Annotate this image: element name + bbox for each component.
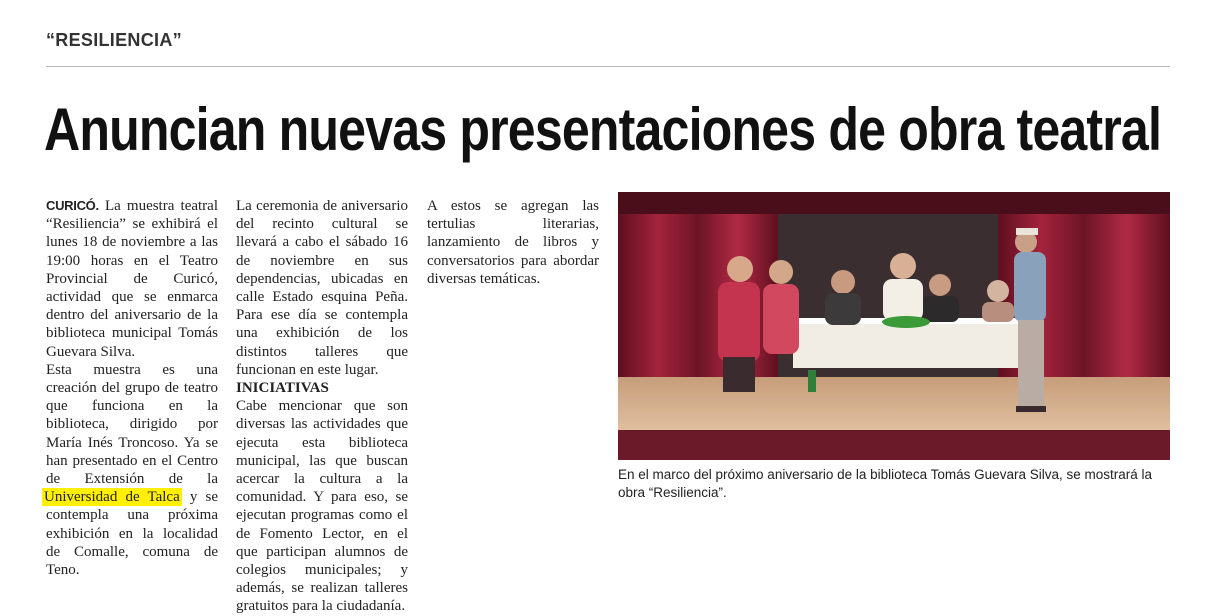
article-column-2 xyxy=(236,197,408,616)
paragraph-1 xyxy=(46,197,218,361)
paragraph-4: Cabe mencionar que son diversas las actividades que ejecuta esta biblioteca municipal, las que buscan acercar la cultura a la comunidad. Y para eso, se ejecutan programas como el de Fomento Lector, en el que participan alumnos de colegios municipales; y además, se realizan talleres gratuitos para la ciudadanía. xyxy=(236,398,408,615)
paragraph-2 xyxy=(46,361,218,579)
article-column-3 xyxy=(427,197,599,288)
article-headline: Anuncian nuevas presentaciones de obra teatral xyxy=(44,96,1162,163)
section-subhead: INICIATIVAS xyxy=(236,380,329,397)
dateline: CURICÓ. xyxy=(46,198,99,213)
stage-photo xyxy=(618,192,1170,460)
paragraph-2-tail: y se contempla una próxima exhibición en la localidad de Comalle, comuna de Teno. xyxy=(46,489,219,579)
paragraph-5: A estos se agregan las tertulias literarias, lanzamiento de libros y conversatorios para abordar diversas temáticas. xyxy=(427,198,599,287)
paragraph-1-text: La muestra teatral “Resiliencia” se exhibirá el lunes 18 de noviembre a las 19:00 horas en el Teatro Provincial de Curicó, actividad que se enmarca dentro del aniversario de la biblioteca municipal Tomás Guevara Silva. xyxy=(46,198,218,360)
article-column-1 xyxy=(46,197,218,579)
highlighted-text: Universidad de Talca xyxy=(44,489,180,506)
header-rule xyxy=(46,66,1170,67)
paragraph-2-text: Esta muestra es una creación del grupo de teatro que funciona en la biblioteca, dirigido por María Inés Troncoso. Ya se han presentado en el Centro de Extensión de la xyxy=(46,361,218,488)
section-kicker: “RESILIENCIA” xyxy=(46,30,182,50)
paragraph-3: La ceremonia de aniversario del recinto cultural se llevará a cabo el sábado 16 de noviembre en sus dependencias, ubicadas en calle Estado esquina Peña. Para ese día se contempla una exhibición de los distintos talleres que funcionan en este lugar. xyxy=(236,198,408,378)
photo-caption: En el marco del próximo aniversario de la biblioteca Tomás Guevara Silva, se mostrará la obra “Resiliencia”. xyxy=(618,467,1152,500)
